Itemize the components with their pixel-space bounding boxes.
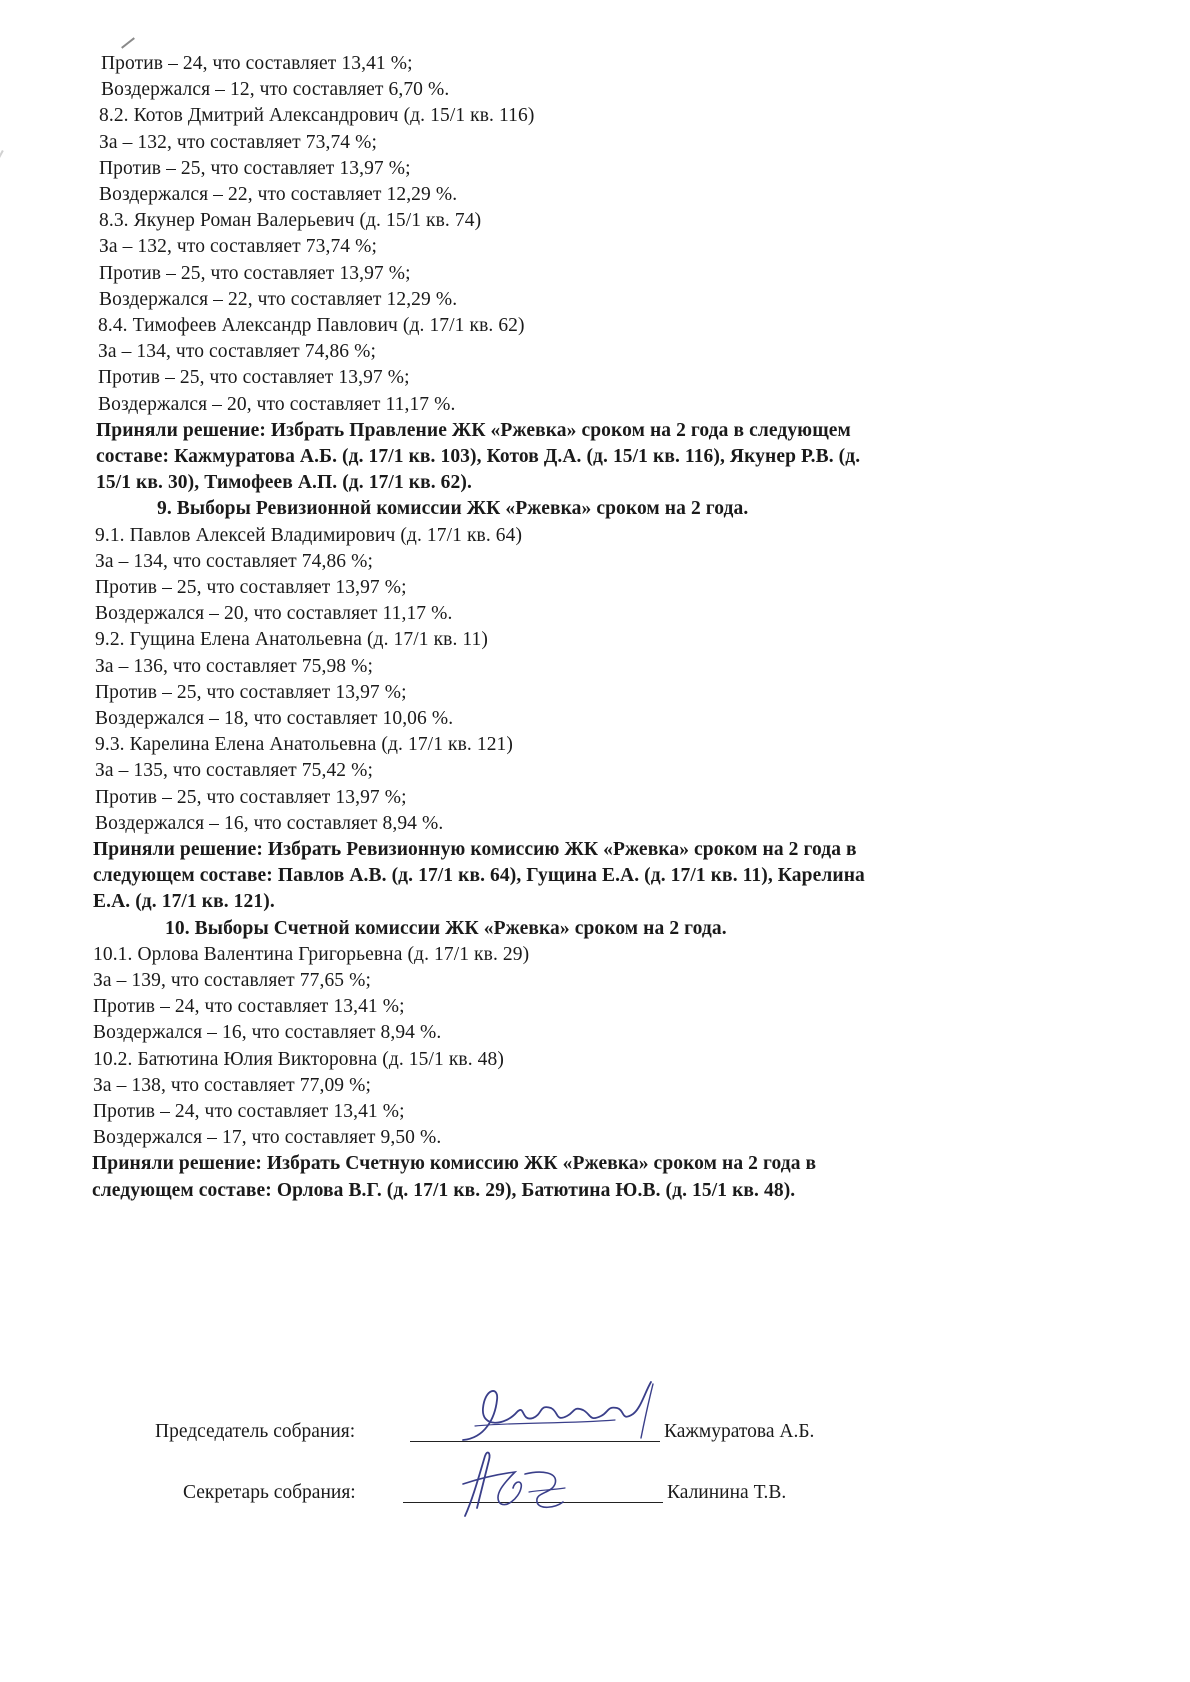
bold-text-line: Приняли решение: Избрать Правление ЖК «Ржевка» сроком на 2 года в следующем bbox=[96, 419, 851, 441]
text-line: За – 139, что составляет 77,65 %; bbox=[93, 970, 371, 991]
text-line: Воздержался – 16, что составляет 8,94 %. bbox=[95, 812, 444, 834]
text-line: За – 132, что составляет 73,74 %; bbox=[99, 236, 377, 258]
text-line: 9.1. Павлов Алексей Владимирович (д. 17/1 кв. 64) bbox=[95, 524, 523, 546]
bold-text-line: 9. Выборы Ревизионной комиссии ЖК «Ржевка» сроком на 2 года. bbox=[157, 498, 749, 520]
secretary-label: Секретарь собрания: bbox=[183, 1482, 356, 1503]
text-line: 8.3. Якунер Роман Валерьевич (д. 15/1 кв. 74) bbox=[99, 210, 482, 232]
text-line: 10.1. Орлова Валентина Григорьевна (д. 17/1 кв. 29) bbox=[93, 943, 530, 965]
text-line: Против – 25, что составляет 13,97 %; bbox=[95, 786, 407, 808]
bold-text-line: 10. Выборы Счетной комиссии ЖК «Ржевка» сроком на 2 года. bbox=[165, 917, 727, 939]
bold-text-line: составе: Кажмуратова А.Б. (д. 17/1 кв. 103), Котов Д.А. (д. 15/1 кв. 116), Якунер Р.В. (д. bbox=[96, 446, 861, 467]
scan-mark-artifact bbox=[121, 37, 135, 48]
text-line: Против – 25, что составляет 13,97 %; bbox=[95, 577, 407, 598]
text-line: Воздержался – 22, что составляет 12,29 %. bbox=[99, 288, 458, 310]
text-line: Воздержался – 20, что составляет 11,17 %. bbox=[95, 603, 453, 625]
text-line: Воздержался – 12, что составляет 6,70 %. bbox=[101, 79, 450, 101]
text-line: За – 134, что составляет 74,86 %; bbox=[95, 550, 373, 572]
scan-edge-artifact bbox=[0, 150, 4, 213]
text-line: За – 138, что составляет 77,09 %; bbox=[93, 1074, 371, 1096]
text-line: 9.3. Карелина Елена Анатольевна (д. 17/1 кв. 121) bbox=[95, 734, 513, 756]
text-line: Против – 25, что составляет 13,97 %; bbox=[99, 157, 411, 179]
secretary-signature bbox=[455, 1448, 575, 1523]
text-line: 8.4. Тимофеев Александр Павлович (д. 17/1 кв. 62) bbox=[98, 315, 525, 336]
text-line: 10.2. Батютина Юлия Викторовна (д. 15/1 кв. 48) bbox=[93, 1048, 504, 1070]
text-line: Воздержался – 17, что составляет 9,50 %. bbox=[93, 1127, 442, 1149]
text-line: Против – 24, что составляет 13,41 %; bbox=[93, 996, 405, 1018]
text-line: Воздержался – 18, что составляет 10,06 %. bbox=[95, 708, 454, 729]
text-line: За – 135, что составляет 75,42 %; bbox=[95, 760, 373, 782]
bold-text-line: Приняли решение: Избрать Ревизионную комиссию ЖК «Ржевка» сроком на 2 года в bbox=[93, 839, 857, 860]
text-line: Против – 24, что составляет 13,41 %; bbox=[93, 1101, 405, 1122]
bold-text-line: следующем составе: Орлова В.Г. (д. 17/1 кв. 29), Батютина Ю.В. (д. 15/1 кв. 48). bbox=[92, 1179, 796, 1201]
text-line: Против – 25, что составляет 13,97 %; bbox=[95, 681, 407, 703]
text-line: Против – 25, что составляет 13,97 %; bbox=[98, 367, 410, 389]
bold-text-line: следующем составе: Павлов А.В. (д. 17/1 кв. 64), Гущина Е.А. (д. 17/1 кв. 11), Карелина bbox=[93, 865, 865, 887]
text-line: 9.2. Гущина Елена Анатольевна (д. 17/1 кв. 11) bbox=[95, 629, 488, 651]
text-line: Воздержался – 22, что составляет 12,29 %. bbox=[99, 184, 458, 205]
bold-text-line: Приняли решение: Избрать Счетную комиссию ЖК «Ржевка» сроком на 2 года в bbox=[92, 1153, 817, 1175]
bold-text-line: Е.А. (д. 17/1 кв. 121). bbox=[93, 891, 275, 913]
text-line: Воздержался – 20, что составляет 11,17 %. bbox=[98, 393, 456, 415]
text-line: Против – 24, что составляет 13,41 %; bbox=[101, 53, 413, 74]
secretary-name: Калинина Т.В. bbox=[667, 1482, 787, 1503]
bold-text-line: 15/1 кв. 30), Тимофеев А.П. (д. 17/1 кв. 62). bbox=[96, 472, 472, 494]
text-line: 8.2. Котов Дмитрий Александрович (д. 15/1 кв. 116) bbox=[99, 105, 535, 127]
text-line: За – 132, что составляет 73,74 %; bbox=[99, 131, 377, 153]
text-line: Против – 25, что составляет 13,97 %; bbox=[99, 262, 411, 284]
text-line: За – 136, что составляет 75,98 %; bbox=[95, 655, 373, 677]
chairman-signature bbox=[455, 1378, 655, 1448]
text-line: Воздержался – 16, что составляет 8,94 %. bbox=[93, 1022, 442, 1044]
chairman-name: Кажмуратова А.Б. bbox=[664, 1421, 815, 1442]
text-line: За – 134, что составляет 74,86 %; bbox=[98, 341, 376, 363]
chairman-label: Председатель собрания: bbox=[155, 1421, 356, 1442]
